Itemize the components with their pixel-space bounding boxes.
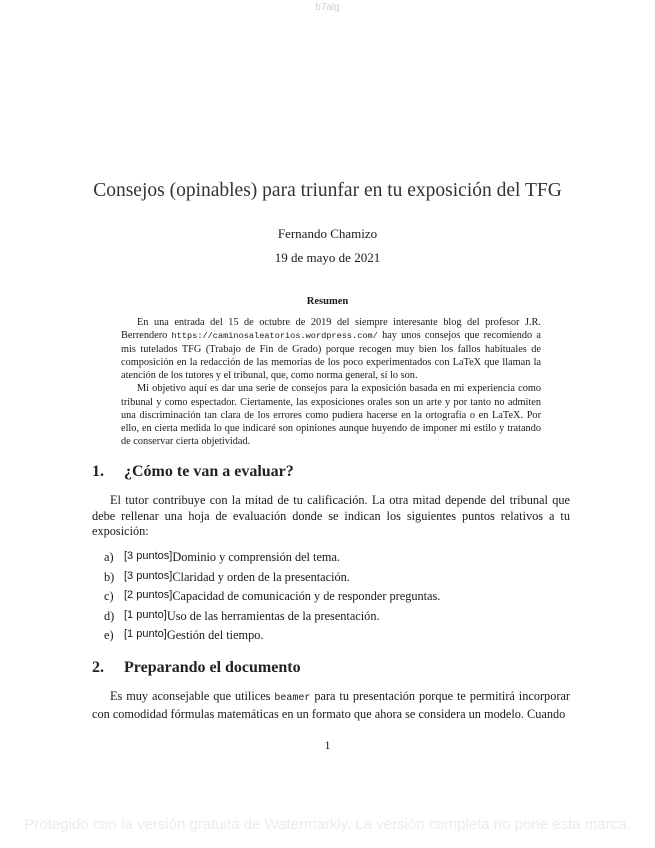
section1-paragraph: El tutor contribuye con la mitad de tu calificación. La otra mitad depende del tribunal que debe rellenar una hoja de evaluación donde se indican los siguientes puntos relativos a tu exposición:	[92, 493, 570, 539]
section2-paragraph: Es muy aconsejable que utilices beamer para tu presentación porque te permitirá incorporar con comodidad fórmulas matemáticas en un formato que ahora se considera un modelo. Cuando	[92, 689, 571, 721]
list-item: c) [2 puntos] Capacidad de comunicación y de responder preguntas.	[104, 589, 441, 604]
list-item: a) [3 puntos] Dominio y comprensión del tema.	[104, 550, 341, 564]
page-number: 1	[324, 738, 331, 752]
section-title: ¿Cómo te van a evaluar?	[124, 463, 294, 480]
bottom-watermark: Protegido con la versión gratuita de Watermarkly. La versión completa no pone esta marca.	[24, 816, 631, 833]
section-heading-1	[92, 463, 294, 481]
section-heading-2	[92, 659, 301, 677]
abstract-paragraph-1: En una entrada del 15 de octubre de 2019 del siempre interesante blog del profesor J.R. Berrendero https://caminosaleatorios.wordpress.com/ hay unos consejos que recomiendo a mis tutelados TFG (Trabajo de Fin de Grado) porque recogen muy bien los fallos habituales de composición en la redacción de las memorias de los poco experimentados con LaTeX que llaman la atención de los tutores y el tribunal, que, como norma general, sí lo son.	[121, 317, 542, 382]
section-title: Preparando el documento	[124, 659, 301, 676]
list-item: b) [3 puntos] Claridad y orden de la presentación.	[104, 569, 350, 584]
document-title: Consejos (opinables) para triunfar en tu exposición del TFG	[93, 180, 562, 201]
latex-logo: LaTeX	[492, 409, 521, 421]
beamer-code: beamer	[274, 693, 311, 704]
section-number: 1.	[92, 463, 104, 480]
list-item: e) [1 punto] Gestión del tiempo.	[104, 628, 264, 643]
blog-url[interactable]: https://caminosaleatorios.wordpress.com/	[171, 331, 378, 342]
abstract-heading: Resumen	[306, 296, 349, 307]
abstract-body	[121, 316, 541, 448]
date: 19 de mayo de 2021	[274, 250, 381, 265]
top-watermark: b7alg	[315, 2, 340, 13]
latex-logo: LaTeX	[452, 357, 482, 369]
section-number: 2.	[92, 659, 104, 676]
author: Fernando Chamizo	[277, 226, 378, 241]
list-item: d) [1 punto] Uso de las herramientas de la presentación.	[104, 608, 380, 623]
abstract-paragraph-2: Mi objetivo aquí es dar una serie de consejos para la exposición basada en mi experiencia como tribunal y como espectador. Ciertamente, las exposiciones orales son un arte y por tanto no admiten una discriminación tan clara de los errores como pudiera hacerse en la ortografía o en LaTeX. Por ello, en cierta medida lo que indicaré son opiniones aunque huyendo de imponer mi estilo y tratando de conservar cierta objetividad.	[121, 383, 542, 447]
evaluation-list	[104, 550, 564, 648]
